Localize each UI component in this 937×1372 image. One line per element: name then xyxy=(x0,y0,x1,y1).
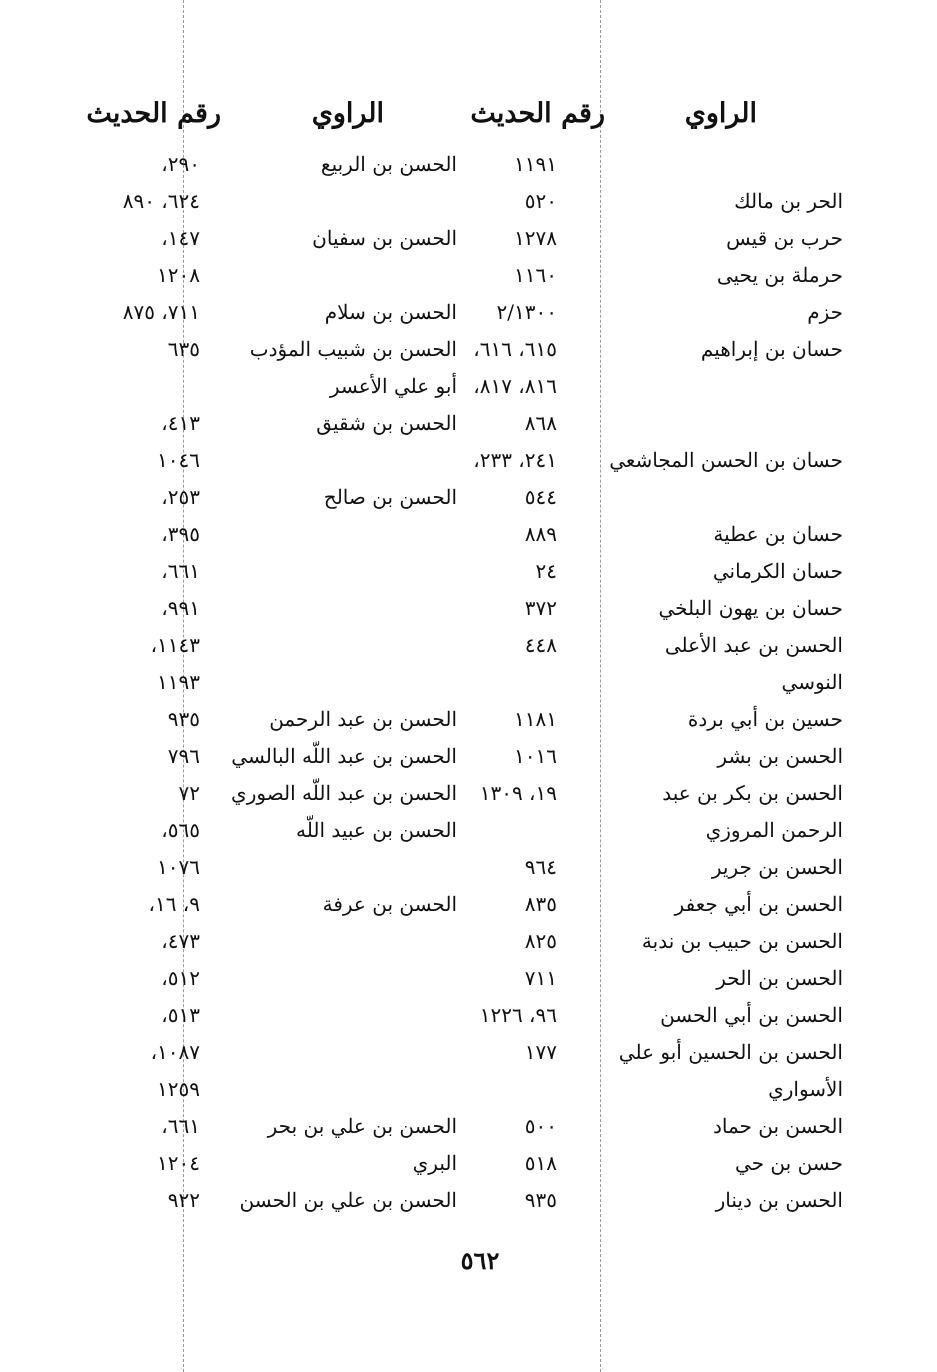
raqm-right-cell: ٧١١ xyxy=(524,966,557,990)
table-row xyxy=(0,442,937,479)
raqm-left-cell: ٦٦١، xyxy=(161,1114,200,1138)
raqm-right-cell: ٢٤١، ٢٣٣، xyxy=(473,448,557,472)
table-row xyxy=(0,553,937,590)
table-row xyxy=(0,1108,937,1145)
rawi-left-cell: أبو علي الأعسر xyxy=(329,374,457,398)
raqm-left-cell: ١٢٠٤ xyxy=(157,1151,200,1175)
rawi-left-cell: الحسن بن شقيق xyxy=(316,411,457,435)
raqm-right-cell: ١٢٧٨ xyxy=(514,226,557,250)
raqm-right-cell: ٥١٨ xyxy=(524,1151,557,1175)
rawi-left-cell: الحسن بن عرفة xyxy=(322,892,457,916)
rawi-left-cell: الحسن بن الربيع xyxy=(320,152,457,176)
raqm-right-cell: ١١٩١ xyxy=(514,152,557,176)
raqm-right-cell: ٢/١٣٠٠ xyxy=(496,300,557,324)
rawi-left-cell: الحسن بن شبيب المؤدب xyxy=(249,337,457,361)
rawi-right-cell: الحسن بن جرير xyxy=(711,855,843,879)
rawi-right-cell: حسان بن الحسن المجاشعي xyxy=(609,448,843,472)
rawi-left-cell: الحسن بن عبد اللّه البالسي xyxy=(231,744,457,768)
raqm-right-cell: ٨٣٥ xyxy=(524,892,557,916)
rawi-right-cell: حسين بن أبي بردة xyxy=(687,707,843,731)
rawi-left-cell: الحسن بن علي بن الحسن xyxy=(239,1188,457,1212)
table-row xyxy=(0,775,937,812)
table-row xyxy=(0,701,937,738)
raqm-right-cell: ١٧٧ xyxy=(524,1040,557,1064)
rawi-right-cell: الحسن بن بكر بن عبد xyxy=(662,781,843,805)
raqm-left-cell: ٢٩٠، xyxy=(161,152,200,176)
table-row xyxy=(0,479,937,516)
rawi-right-cell: الحسن بن بشر xyxy=(717,744,843,768)
table-row xyxy=(0,738,937,775)
rawi-left-cell: البري xyxy=(412,1151,457,1175)
raqm-left-cell: ٩، ١٦، xyxy=(148,892,200,916)
rawi-left-cell: الحسن بن صالح xyxy=(323,485,457,509)
raqm-left-cell: ١٠٨٧، xyxy=(150,1040,200,1064)
rawi-right-cell: حرب بن قيس xyxy=(726,226,843,250)
raqm-left-cell: ٤٧٣، xyxy=(161,929,200,953)
table-row xyxy=(0,1034,937,1071)
raqm-right-cell: ٩٣٥ xyxy=(524,1188,557,1212)
rawi-right-cell: حزم xyxy=(807,300,843,324)
raqm-left-cell: ٩٣٥ xyxy=(167,707,200,731)
table-row xyxy=(0,294,937,331)
header-raqm-right: رقم الحديث xyxy=(470,98,605,129)
raqm-right-cell: ٣٧٢ xyxy=(524,596,557,620)
header-raqm-left: رقم الحديث xyxy=(86,98,221,129)
table-row xyxy=(0,1071,937,1108)
table-row xyxy=(0,368,937,405)
table-row xyxy=(0,590,937,627)
rawi-right-cell: حسان بن يهون البلخي xyxy=(658,596,843,620)
raqm-right-cell: ٨١٦، ٨١٧، xyxy=(473,374,557,398)
rawi-left-cell: الحسن بن عبيد اللّه xyxy=(296,818,457,842)
table-row xyxy=(0,257,937,294)
raqm-left-cell: ٥١٢، xyxy=(161,966,200,990)
rawi-right-cell: الأسواري xyxy=(768,1077,843,1101)
raqm-left-cell: ٥١٣، xyxy=(161,1003,200,1027)
rawi-right-cell: الحر بن مالك xyxy=(734,189,843,213)
rawi-left-cell: الحسن بن سلام xyxy=(324,300,457,324)
raqm-right-cell: ٥٢٠ xyxy=(524,189,557,213)
rawi-right-cell: الحسن بن عبد الأعلى xyxy=(664,633,843,657)
raqm-left-cell: ١٠٤٦ xyxy=(157,448,200,472)
table-row xyxy=(0,1145,937,1182)
rawi-left-cell: الحسن بن عبد اللّه الصوري xyxy=(231,781,457,805)
rawi-right-cell: حسان بن عطية xyxy=(713,522,843,546)
raqm-left-cell: ٦٣٥ xyxy=(167,337,200,361)
raqm-left-cell: ٧٩٦ xyxy=(167,744,200,768)
raqm-left-cell: ٦٢٤، ٨٩٠ xyxy=(122,189,200,213)
rawi-right-cell: الحسن بن حبيب بن ندبة xyxy=(641,929,843,953)
table-row xyxy=(0,405,937,442)
table-row xyxy=(0,849,937,886)
raqm-right-cell: ٥٠٠ xyxy=(524,1114,557,1138)
table-row xyxy=(0,664,937,701)
rawi-right-cell: حرملة بن يحيى xyxy=(716,263,843,287)
raqm-right-cell: ٨٦٨ xyxy=(524,411,557,435)
rawi-right-cell: الحسن بن دينار xyxy=(715,1188,843,1212)
table-row xyxy=(0,886,937,923)
raqm-left-cell: ١١٩٣ xyxy=(157,670,200,694)
raqm-left-cell: ٤١٣، xyxy=(161,411,200,435)
raqm-right-cell: ١٩، ١٣٠٩ xyxy=(479,781,557,805)
header-rawi-left: الراوي xyxy=(311,98,384,129)
table-row xyxy=(0,1182,937,1219)
raqm-right-cell: ١١٨١ xyxy=(514,707,557,731)
raqm-right-cell: ٦١٥، ٦١٦، xyxy=(473,337,557,361)
rawi-right-cell: حسن بن حي xyxy=(735,1151,843,1175)
raqm-left-cell: ٦٦١، xyxy=(161,559,200,583)
table-row xyxy=(0,183,937,220)
table-row xyxy=(0,812,937,849)
raqm-left-cell: ١٠٧٦ xyxy=(157,855,200,879)
rawi-right-cell: النوسي xyxy=(781,670,843,694)
rawi-right-cell: الحسن بن الحر xyxy=(716,966,843,990)
raqm-right-cell: ٢٤ xyxy=(535,559,557,583)
rawi-right-cell: الحسن بن حماد xyxy=(712,1114,843,1138)
rawi-right-cell: الرحمن المروزي xyxy=(705,818,843,842)
rawi-left-cell: الحسن بن عبد الرحمن xyxy=(269,707,457,731)
raqm-left-cell: ٣٩٥، xyxy=(161,522,200,546)
rawi-right-cell: الحسن بن أبي جعفر xyxy=(674,892,843,916)
raqm-right-cell: ١١٦٠ xyxy=(514,263,557,287)
table-row xyxy=(0,331,937,368)
table-row xyxy=(0,146,937,183)
table-row xyxy=(0,220,937,257)
raqm-left-cell: ٩٩١، xyxy=(161,596,200,620)
page-number: ٥٦٢ xyxy=(460,1246,500,1275)
raqm-left-cell: ١٤٧، xyxy=(161,226,200,250)
raqm-right-cell: ٨٨٩ xyxy=(524,522,557,546)
rawi-right-cell: الحسن بن أبي الحسن xyxy=(660,1003,843,1027)
raqm-left-cell: ٧٢ xyxy=(178,781,200,805)
table-row xyxy=(0,627,937,664)
raqm-left-cell: ١٢٠٨ xyxy=(157,263,200,287)
raqm-right-cell: ٤٤٨ xyxy=(524,633,557,657)
raqm-right-cell: ١٠١٦ xyxy=(514,744,557,768)
raqm-left-cell: ١١٤٣، xyxy=(150,633,200,657)
raqm-left-cell: ٩٢٢ xyxy=(167,1188,200,1212)
header-rawi-right: الراوي xyxy=(684,98,757,129)
raqm-left-cell: ٥٦٥، xyxy=(161,818,200,842)
rawi-right-cell: حسان الكرماني xyxy=(712,559,843,583)
raqm-right-cell: ٩٦، ١٢٢٦ xyxy=(479,1003,557,1027)
table-row xyxy=(0,516,937,553)
rawi-right-cell: حسان بن إبراهيم xyxy=(700,337,843,361)
raqm-right-cell: ٩٦٤ xyxy=(524,855,557,879)
raqm-right-cell: ٥٤٤ xyxy=(524,485,557,509)
raqm-left-cell: ٧١١، ٨٧٥ xyxy=(122,300,200,324)
rawi-right-cell: الحسن بن الحسين أبو علي xyxy=(618,1040,843,1064)
table-row xyxy=(0,923,937,960)
raqm-left-cell: ٢٥٣، xyxy=(161,485,200,509)
raqm-left-cell: ١٢٥٩ xyxy=(157,1077,200,1101)
table-row xyxy=(0,960,937,997)
raqm-right-cell: ٨٢٥ xyxy=(524,929,557,953)
rawi-left-cell: الحسن بن سفيان xyxy=(312,226,457,250)
rawi-left-cell: الحسن بن علي بن بحر xyxy=(267,1114,457,1138)
table-row xyxy=(0,997,937,1034)
